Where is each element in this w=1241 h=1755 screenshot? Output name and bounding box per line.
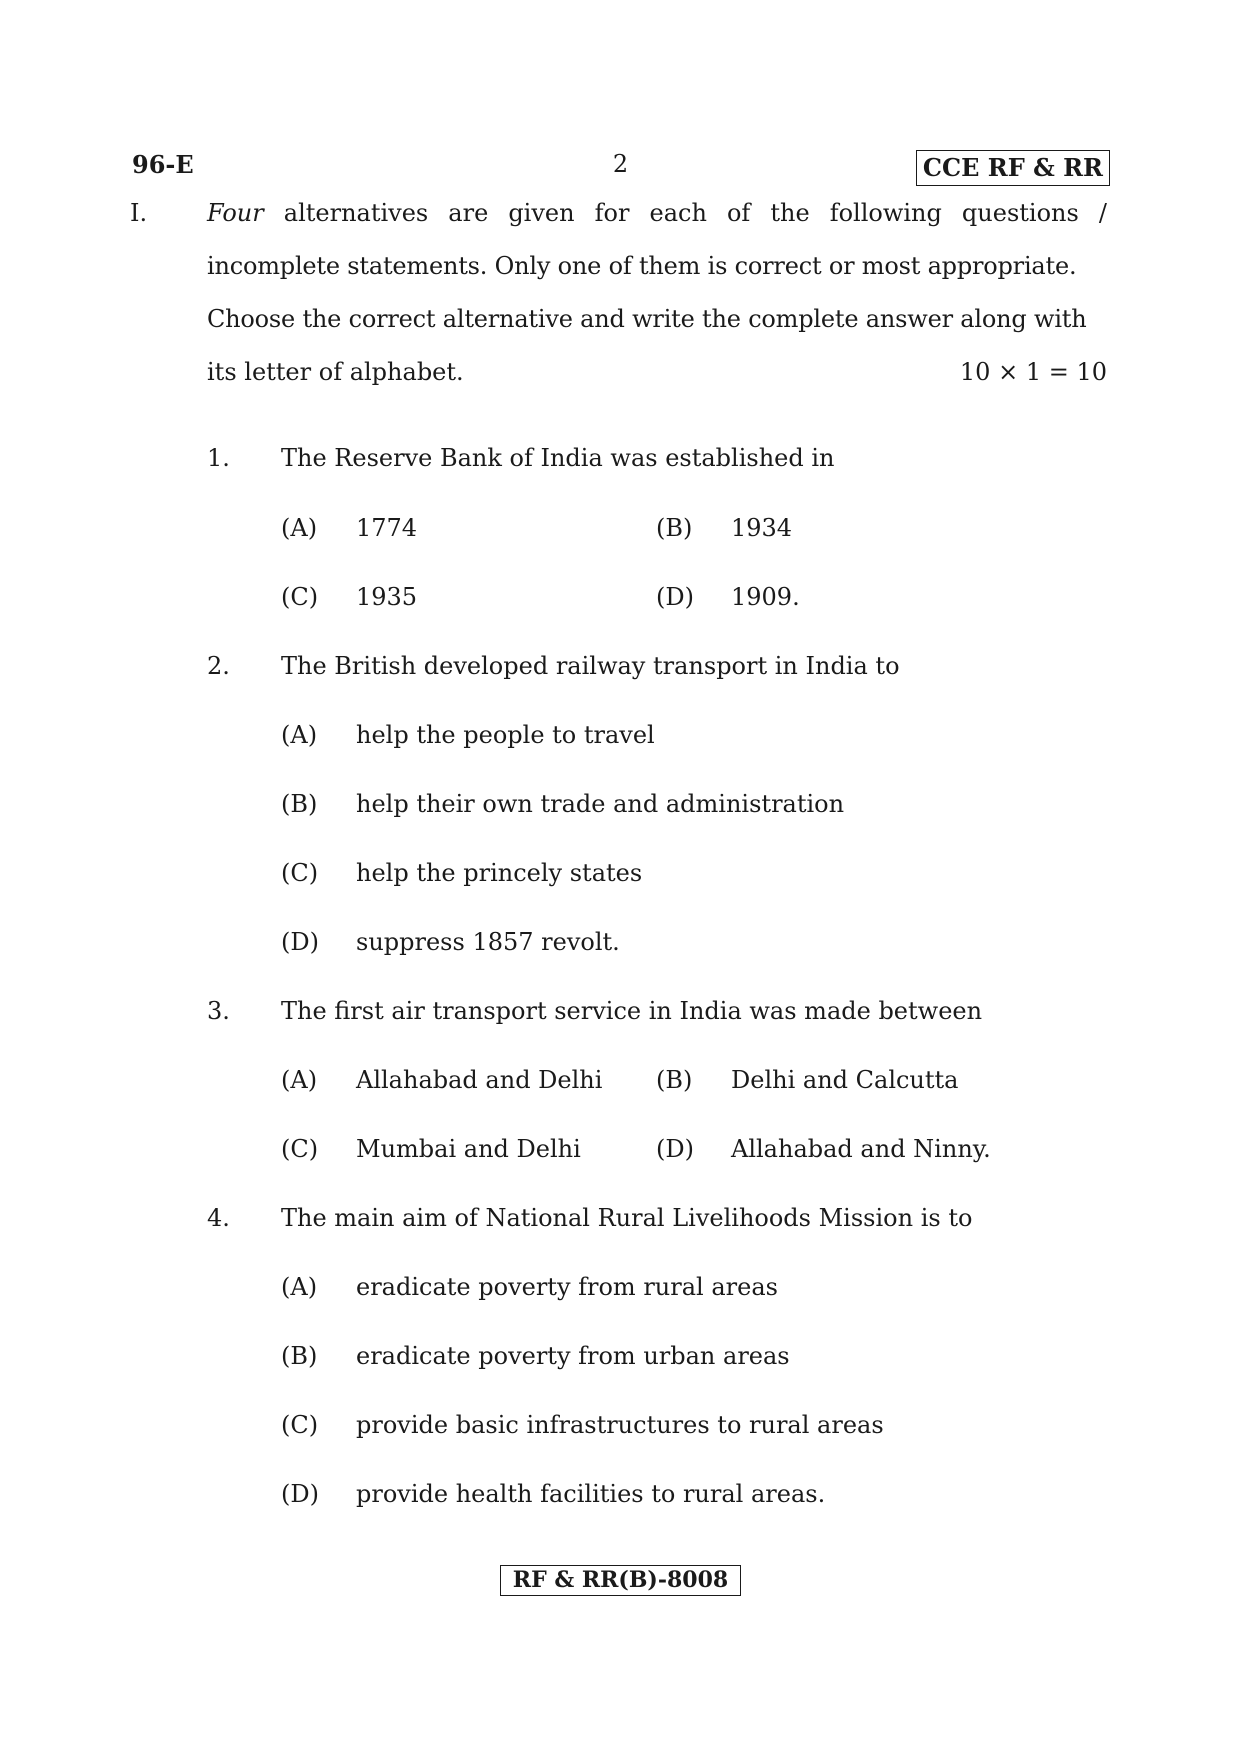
instruction-word: the <box>770 199 810 227</box>
instruction-line-2: incomplete statements. Only one of them is correct or most appropriate. <box>207 252 1077 280</box>
instruction-word: are <box>448 199 489 227</box>
option-letter: (A) <box>281 1273 318 1301</box>
option-letter: (A) <box>281 1066 318 1094</box>
series-box: CCE RF & RR <box>916 150 1110 186</box>
question-text: The Reserve Bank of India was established in <box>281 444 835 472</box>
instruction-line-1 <box>207 199 1107 231</box>
option-text: 1934 <box>731 514 793 542</box>
instruction-word: for <box>594 199 630 227</box>
option-letter: (B) <box>281 790 318 818</box>
option-text: Allahabad and Ninny. <box>731 1135 991 1163</box>
option-letter: (A) <box>281 721 318 749</box>
option-letter: (B) <box>656 514 693 542</box>
question-number: 2. <box>207 652 230 680</box>
option-text: Delhi and Calcutta <box>731 1066 959 1094</box>
instruction-word: following <box>829 199 942 227</box>
option-letter: (C) <box>281 1411 319 1439</box>
instruction-word: given <box>508 199 575 227</box>
question-text: The first air transport service in India was made between <box>281 997 983 1025</box>
instruction-word: questions <box>961 199 1079 227</box>
instruction-line-4-text: its letter of alphabet. <box>207 358 464 386</box>
option-text: provide basic infrastructures to rural areas <box>356 1411 884 1439</box>
question-text: The British developed railway transport in India to <box>281 652 900 680</box>
option-text: 1935 <box>356 583 418 611</box>
section-number: I. <box>130 199 148 227</box>
footer-code-box <box>0 1565 1241 1596</box>
option-text: 1774 <box>356 514 418 542</box>
option-text: help the princely states <box>356 859 643 887</box>
paper-code: 96-E <box>132 150 194 179</box>
option-text: eradicate poverty from urban areas <box>356 1342 790 1370</box>
instruction-word: alternatives <box>283 199 429 227</box>
option-text: 1909. <box>731 583 800 611</box>
option-text: Mumbai and Delhi <box>356 1135 581 1163</box>
option-letter: (D) <box>281 1480 319 1508</box>
option-letter: (C) <box>281 859 319 887</box>
option-letter: (D) <box>656 583 694 611</box>
option-letter: (D) <box>656 1135 694 1163</box>
footer-code: RF & RR(B)-8008 <box>500 1565 741 1596</box>
marks-allotment: 10 × 1 = 10 <box>959 358 1107 386</box>
option-letter: (B) <box>281 1342 318 1370</box>
instruction-line-3: Choose the correct alternative and write the complete answer along with <box>207 305 1087 333</box>
option-letter: (B) <box>656 1066 693 1094</box>
question-number: 1. <box>207 444 230 472</box>
option-text: help the people to travel <box>356 721 655 749</box>
option-text: Allahabad and Delhi <box>356 1066 603 1094</box>
instruction-word: Four <box>207 199 264 227</box>
option-text: help their own trade and administration <box>356 790 845 818</box>
option-text: suppress 1857 revolt. <box>356 928 620 956</box>
option-letter: (A) <box>281 514 318 542</box>
option-letter: (C) <box>281 1135 319 1163</box>
page-number: 2 <box>612 150 629 178</box>
instruction-word: / <box>1098 199 1107 227</box>
question-number: 3. <box>207 997 230 1025</box>
instruction-word: each <box>649 199 707 227</box>
option-letter: (D) <box>281 928 319 956</box>
instruction-line-4 <box>207 358 1107 390</box>
option-text: provide health facilities to rural areas. <box>356 1480 826 1508</box>
question-text: The main aim of National Rural Livelihoods Mission is to <box>281 1204 973 1232</box>
question-number: 4. <box>207 1204 230 1232</box>
instruction-word: of <box>726 199 751 227</box>
option-text: eradicate poverty from rural areas <box>356 1273 778 1301</box>
option-letter: (C) <box>281 583 319 611</box>
